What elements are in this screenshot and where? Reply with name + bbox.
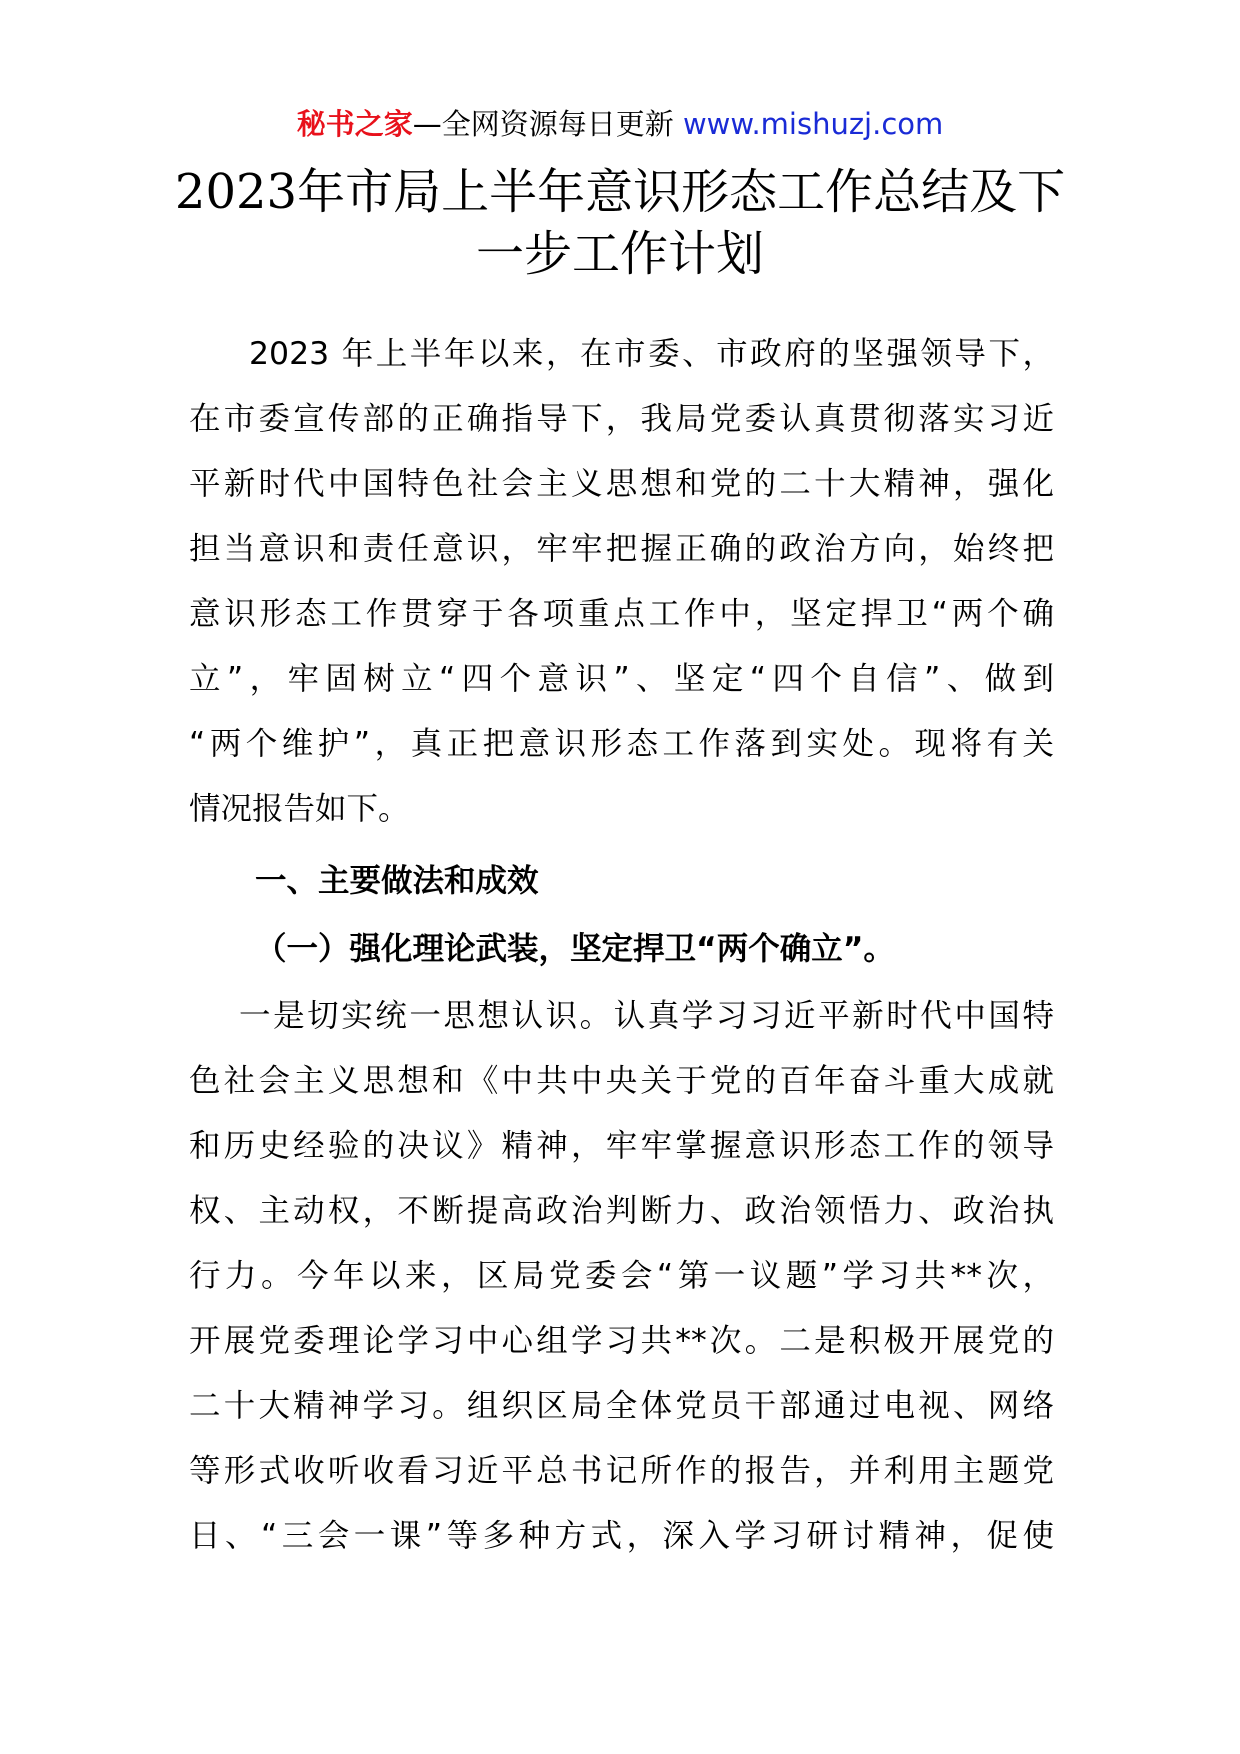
site-url-link[interactable]: www.mishuzj.com — [682, 107, 944, 141]
title-line-1-text: 年市局上半年意识形态工作总结及下 — [297, 164, 1066, 220]
paragraph-line: 等形式收听收看习近平总书记所作的报告，并利用主题党 — [189, 1453, 1054, 1489]
subsection-heading: （一）强化理论武装，坚定捍卫“两个确立”。 — [255, 931, 895, 967]
paragraph-line: 立”，牢固树立“四个意识”、坚定“四个自信”、做到 — [189, 661, 1054, 697]
paragraph-line: 一是切实统一思想认识。认真学习习近平新时代中国特 — [239, 998, 1054, 1034]
paragraph-line: 和历史经验的决议》精神，牢牢掌握意识形态工作的领导 — [189, 1128, 1054, 1164]
paragraph-line: 行力。今年以来，区局党委会“第一议题”学习共**次， — [189, 1258, 1054, 1294]
paragraph-line: 色社会主义思想和《中共中央关于党的百年奋斗重大成就 — [189, 1063, 1054, 1099]
site-tagline: —全网资源每日更新 — [412, 107, 674, 141]
paragraph-line: 意识形态工作贯穿于各项重点工作中，坚定捍卫“两个确 — [189, 596, 1054, 632]
paragraph-line: 二十大精神学习。组织区局全体党员干部通过电视、网络 — [189, 1388, 1054, 1424]
title-year: 2023 — [174, 164, 298, 220]
paragraph-line: 日、“三会一课”等多种方式，深入学习研讨精神，促使 — [189, 1518, 1054, 1554]
body-paragraph — [189, 984, 1054, 1569]
paragraph-line: 担当意识和责任意识，牢牢把握正确的政治方向，始终把 — [189, 531, 1054, 567]
paragraph-line: 在市委宣传部的正确指导下，我局党委认真贯彻落实习近 — [189, 401, 1054, 437]
paragraph-line: 情况报告如下。 — [189, 791, 410, 827]
site-brand: 秘书之家 — [296, 107, 413, 141]
section-heading: 一、主要做法和成效 — [255, 863, 539, 899]
paragraph-line: 开展党委理论学习中心组学习共**次。二是积极开展党的 — [189, 1323, 1054, 1359]
paragraph-line: “两个维护”，真正把意识形态工作落到实处。现将有关 — [189, 726, 1054, 762]
paragraph-line: 2023 年上半年以来，在市委、市政府的坚强领导下， — [249, 336, 1054, 372]
paragraph-line: 权、主动权，不断提高政治判断力、政治领悟力、政治执 — [189, 1193, 1054, 1229]
intro-paragraph — [189, 322, 1054, 842]
document-title-line-1 — [150, 161, 1090, 223]
document-title-line-2: 一步工作计划 — [475, 226, 764, 282]
paragraph-line: 平新时代中国特色社会主义思想和党的二十大精神，强化 — [189, 466, 1054, 502]
site-header — [0, 104, 1240, 144]
